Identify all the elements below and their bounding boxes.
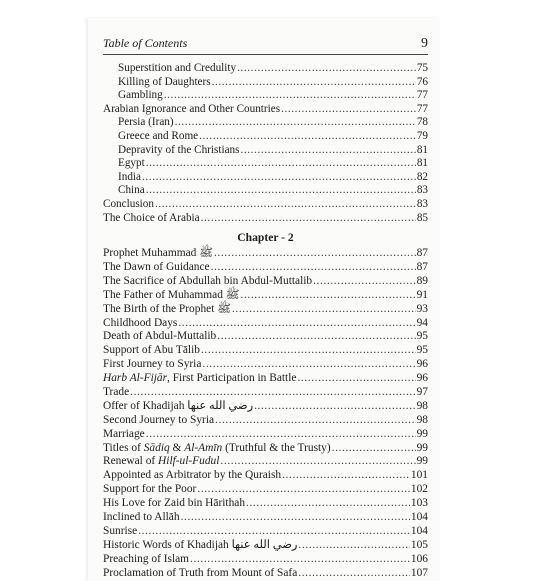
dot-leader: [130, 386, 415, 400]
toc-entry: [103, 400, 428, 414]
toc-entry-label: Support for the Poor: [103, 483, 197, 496]
dot-leader: [297, 372, 415, 386]
dot-leader: [202, 358, 415, 372]
toc-entry: [103, 171, 428, 185]
toc-entry: [103, 317, 428, 331]
toc-entry-page: 99: [416, 427, 428, 440]
dot-leader: [155, 198, 416, 212]
toc-entry-label: Sunrise: [103, 524, 138, 537]
toc-entry-page: 99: [416, 455, 428, 468]
toc-entry-page: 95: [416, 330, 428, 343]
toc-entry: [103, 386, 428, 400]
dot-leader: [142, 171, 416, 185]
toc-entry-label: The Father of Muhammad ﷺ: [103, 288, 240, 301]
toc-entry-page: 98: [416, 413, 428, 426]
toc-entry: [103, 372, 428, 386]
toc-entry-page: 96: [416, 358, 428, 371]
toc-entry-label: Conclusion: [103, 197, 154, 210]
toc-entry: [103, 469, 428, 483]
toc-entry-page: 101: [410, 469, 428, 482]
toc-entry: [103, 103, 428, 117]
toc-entry-page: 96: [416, 372, 428, 385]
toc-entry-page: 82: [416, 170, 428, 183]
toc-entry: [103, 525, 428, 539]
toc-entry-page: 81: [416, 143, 428, 156]
dot-leader: [197, 483, 410, 497]
toc-entry-page: 83: [416, 197, 428, 210]
toc-entry-page: 102: [410, 483, 428, 496]
toc-entry-label: Gambling: [118, 89, 163, 102]
toc-entry: [103, 144, 428, 158]
dot-leader: [146, 184, 416, 198]
toc-entry-page: 95: [416, 344, 428, 357]
toc-entry-page: 79: [416, 129, 428, 142]
table-of-contents: [103, 62, 428, 581]
toc-entry-label: Historic Words of Khadijah رضي الله عنها: [103, 538, 298, 551]
toc-entry-page: 94: [416, 316, 428, 329]
toc-entry-page: 75: [416, 62, 428, 74]
toc-entry-page: 87: [416, 247, 428, 260]
toc-section-chapter-2: [103, 247, 428, 580]
toc-entry: [103, 247, 428, 261]
toc-entry: [103, 275, 428, 289]
dot-leader: [138, 525, 410, 539]
toc-entry-label: Trade: [103, 386, 130, 399]
toc-entry: [103, 198, 428, 212]
toc-entry-label: Killing of Daughters: [118, 75, 211, 88]
dot-leader: [298, 539, 409, 553]
toc-entry-label: Persia (Iran): [118, 116, 174, 129]
toc-entry-page: 93: [416, 302, 428, 315]
header-title: Table of Contents: [103, 36, 188, 50]
toc-entry-page: 83: [416, 184, 428, 197]
toc-entry: [103, 358, 428, 372]
toc-entry-page: 91: [416, 288, 428, 301]
toc-entry: [103, 455, 428, 469]
toc-entry: [103, 414, 428, 428]
dot-leader: [146, 157, 416, 171]
toc-entry-page: 76: [416, 75, 428, 88]
toc-entry-page: 107: [410, 566, 428, 579]
toc-entry: [103, 497, 428, 511]
toc-entry-label: Proclamation of Truth from Mount of Safa: [103, 566, 298, 579]
toc-entry-page: 99: [416, 441, 428, 454]
dot-leader: [332, 442, 416, 456]
dot-leader: [241, 289, 416, 303]
toc-entry: [103, 89, 428, 103]
dot-leader: [240, 144, 415, 158]
chapter-heading: Chapter - 2: [237, 231, 294, 245]
toc-entry: [103, 553, 428, 567]
dot-leader: [254, 400, 416, 414]
dot-leader: [146, 428, 416, 442]
toc-entry: [103, 428, 428, 442]
book-page: [88, 18, 440, 581]
dot-leader: [201, 344, 416, 358]
dot-leader: [282, 469, 410, 483]
toc-entry: [103, 330, 428, 344]
toc-entry-label: Titles of Sādiq & Al-Amīn (Truthful & the Trusty): [103, 441, 331, 454]
toc-entry: [103, 289, 428, 303]
toc-entry-label: Depravity of the Christians: [118, 143, 240, 156]
toc-entry-page: 77: [416, 102, 428, 115]
toc-entry-page: 106: [410, 552, 428, 565]
dot-leader: [190, 553, 410, 567]
toc-entry-page: 98: [416, 399, 428, 412]
toc-entry: [103, 567, 428, 581]
toc-entry-page: 105: [410, 538, 428, 551]
running-header: [103, 36, 428, 55]
dot-leader: [199, 130, 416, 144]
toc-entry-label: Egypt: [118, 157, 145, 170]
dot-leader: [214, 247, 416, 261]
toc-entry-label: The Sacrifice of Abdullah bin Abdul-Muttalib: [103, 274, 313, 287]
toc-entry-page: 87: [416, 261, 428, 274]
toc-entry: [103, 62, 428, 76]
toc-entry-label: China: [118, 184, 145, 197]
toc-entry-page: 81: [416, 157, 428, 170]
dot-leader: [298, 567, 410, 581]
toc-entry-label: Childhood Days: [103, 316, 178, 329]
toc-entry: [103, 511, 428, 525]
toc-entry-label: Superstition and Credulity: [118, 62, 237, 74]
dot-leader: [178, 317, 415, 331]
toc-entry: [103, 116, 428, 130]
toc-entry-label: Harb Al-Fijār, First Participation in Battle: [103, 372, 297, 385]
toc-section-chapter-1: [103, 62, 428, 225]
toc-entry-label: The Choice of Arabia: [103, 211, 200, 224]
dot-leader: [181, 511, 410, 525]
toc-entry-label: Preaching of Islam: [103, 552, 190, 565]
toc-entry-label: Marriage: [103, 427, 145, 440]
toc-entry-label: Offer of Khadijah رضي الله عنها: [103, 399, 254, 412]
toc-entry-label: The Dawn of Guidance: [103, 261, 210, 274]
dot-leader: [313, 275, 416, 289]
toc-entry-page: 103: [410, 497, 428, 510]
toc-entry-page: 97: [416, 386, 428, 399]
toc-entry-page: 104: [410, 524, 428, 537]
toc-entry-label: The Birth of the Prophet ﷺ: [103, 302, 231, 315]
toc-entry-label: Arabian Ignorance and Other Countries: [103, 102, 281, 115]
toc-entry: [103, 130, 428, 144]
dot-leader: [232, 303, 416, 317]
toc-entry-label: Support of Abu Tālib: [103, 344, 200, 357]
toc-entry-label: India: [118, 170, 141, 183]
toc-entry-label: Renewal of Hilf-ul-Fudul: [103, 455, 220, 468]
toc-entry-page: 89: [416, 274, 428, 287]
toc-entry-label: His Love for Zaid bin Hārithah: [103, 497, 246, 510]
page-number: 9: [421, 36, 428, 51]
toc-entry: [103, 76, 428, 90]
toc-entry-label: Death of Abdul-Muttalib: [103, 330, 217, 343]
toc-entry: [103, 539, 428, 553]
toc-entry-label: Prophet Muhammad ﷺ: [103, 247, 213, 260]
toc-entry: [103, 184, 428, 198]
dot-leader: [246, 497, 410, 511]
toc-entry: [103, 157, 428, 171]
dot-leader: [212, 76, 416, 90]
toc-entry: [103, 303, 428, 317]
dot-leader: [175, 116, 416, 130]
toc-entry-label: Inclined to Allāh: [103, 511, 180, 524]
toc-entry: [103, 344, 428, 358]
toc-entry-label: Appointed as Arbitrator by the Quraish: [103, 469, 282, 482]
toc-entry-label: Greece and Rome: [118, 129, 199, 142]
toc-entry-page: 78: [416, 116, 428, 129]
dot-leader: [164, 89, 416, 103]
toc-entry-page: 104: [410, 511, 428, 524]
toc-entry: [103, 261, 428, 275]
toc-entry-label: First Journey to Syria: [103, 358, 202, 371]
dot-leader: [215, 414, 416, 428]
dot-leader: [201, 212, 416, 226]
toc-entry: [103, 442, 428, 456]
dot-leader: [211, 261, 416, 275]
dot-leader: [217, 330, 415, 344]
toc-entry-page: 77: [416, 89, 428, 102]
dot-leader: [281, 103, 416, 117]
toc-entry-page: 85: [416, 211, 428, 224]
toc-entry-label: Second Journey to Syria: [103, 413, 215, 426]
dot-leader: [237, 62, 416, 76]
dot-leader: [220, 455, 415, 469]
toc-entry: [103, 483, 428, 497]
toc-entry: [103, 212, 428, 226]
